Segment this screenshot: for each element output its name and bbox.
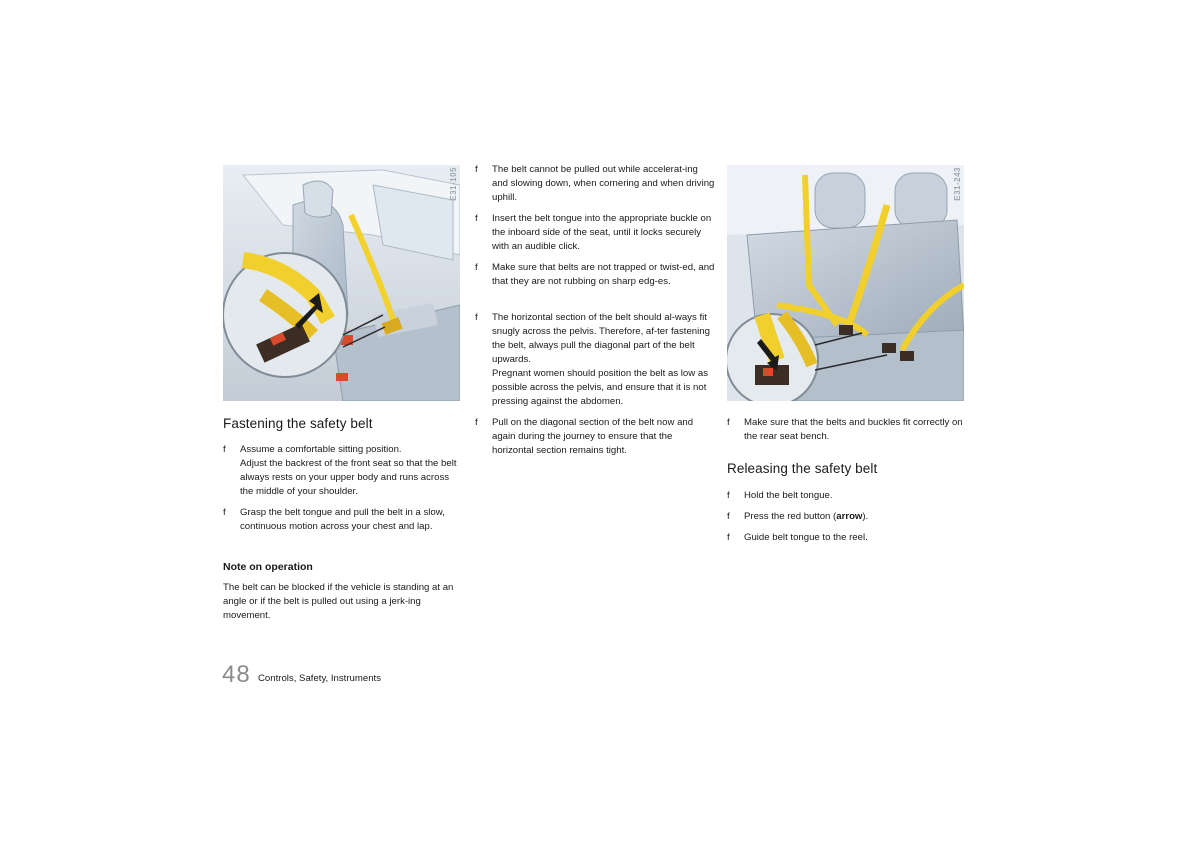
list-item <box>223 506 463 548</box>
bullet-icon: f <box>727 511 730 522</box>
note-heading: Note on operation <box>223 561 313 573</box>
note-text: The belt can be blocked if the vehicle is standing at an angle or if the belt is pulled out using a jerk-ing movement. <box>223 582 454 621</box>
item-text: Adjust the backrest of the front seat so that the belt always rests on your upper body and runs across the middle of your shoulder. <box>240 458 457 497</box>
page-number: 48 <box>222 661 251 688</box>
section-heading: Releasing the safety belt <box>727 461 878 476</box>
list-item <box>727 531 967 545</box>
list-item <box>727 489 967 503</box>
item-text: Hold the belt tongue. <box>744 490 833 501</box>
list-item <box>475 163 715 205</box>
item-text: Insert the belt tongue into the appropriate buckle on the inboard side of the seat, until it locks securely with an audible click. <box>492 213 712 252</box>
item-text: Guide belt tongue to the reel. <box>744 532 868 543</box>
rear-seat-belt-figure <box>727 165 964 401</box>
bullet-icon: f <box>475 164 478 175</box>
bullet-icon: f <box>475 417 478 428</box>
item-text-post: ). <box>862 511 869 522</box>
item-text: The horizontal section of the belt should al-ways fit snugly across the pelvis. Therefore, af-ter fastening the belt, always pull the diagonal part of the belt upwards. <box>492 312 710 365</box>
item-text: Make sure that belts are not trapped or twist-ed, and that they are not rubbing on sharp edg-es. <box>492 262 715 287</box>
rear-seat-belt-illustration-icon <box>727 165 964 401</box>
item-text: Pregnant women should position the belt as low as possible across the pelvis, and ensure that it is not pressing against the abdomen. <box>492 368 708 407</box>
list-item <box>475 261 715 303</box>
list-item <box>475 311 715 409</box>
figure-code: E31-243 <box>953 167 962 201</box>
bullet-icon: f <box>475 312 478 323</box>
bullet-icon: f <box>223 507 226 518</box>
list-item <box>727 416 967 444</box>
list-item <box>475 212 715 254</box>
list-item <box>223 443 463 499</box>
bullet-icon: f <box>475 213 478 224</box>
bullet-icon: f <box>223 444 226 455</box>
bullet-icon: f <box>727 532 730 543</box>
front-seat-belt-figure <box>223 165 460 401</box>
list-item <box>727 510 967 524</box>
figure-code: E31-105 <box>449 167 458 201</box>
item-text: The belt cannot be pulled out while accelerat-ing and slowing down, when cornering and when driving uphill. <box>492 164 715 203</box>
item-text: Grasp the belt tongue and pull the belt in a slow, continuous motion across your chest and lap. <box>240 507 445 532</box>
arrow-label: arrow <box>836 511 863 522</box>
item-text: Make sure that the belts and buckles fit correctly on the rear seat bench. <box>744 417 963 442</box>
list-item <box>475 416 715 458</box>
item-text <box>744 510 967 524</box>
section-heading: Fastening the safety belt <box>223 416 373 431</box>
front-seat-belt-illustration-icon <box>223 165 460 401</box>
bullet-icon: f <box>727 490 730 501</box>
item-text: Assume a comfortable sitting position. <box>240 444 402 455</box>
item-text: Pull on the diagonal section of the belt now and again during the journey to ensure that the horizontal section remains tight. <box>492 417 694 456</box>
bullet-icon: f <box>727 417 730 428</box>
section-title: Controls, Safety, Instruments <box>258 673 381 684</box>
item-text-pre: Press the red button ( <box>744 511 837 522</box>
bullet-icon: f <box>475 262 478 273</box>
